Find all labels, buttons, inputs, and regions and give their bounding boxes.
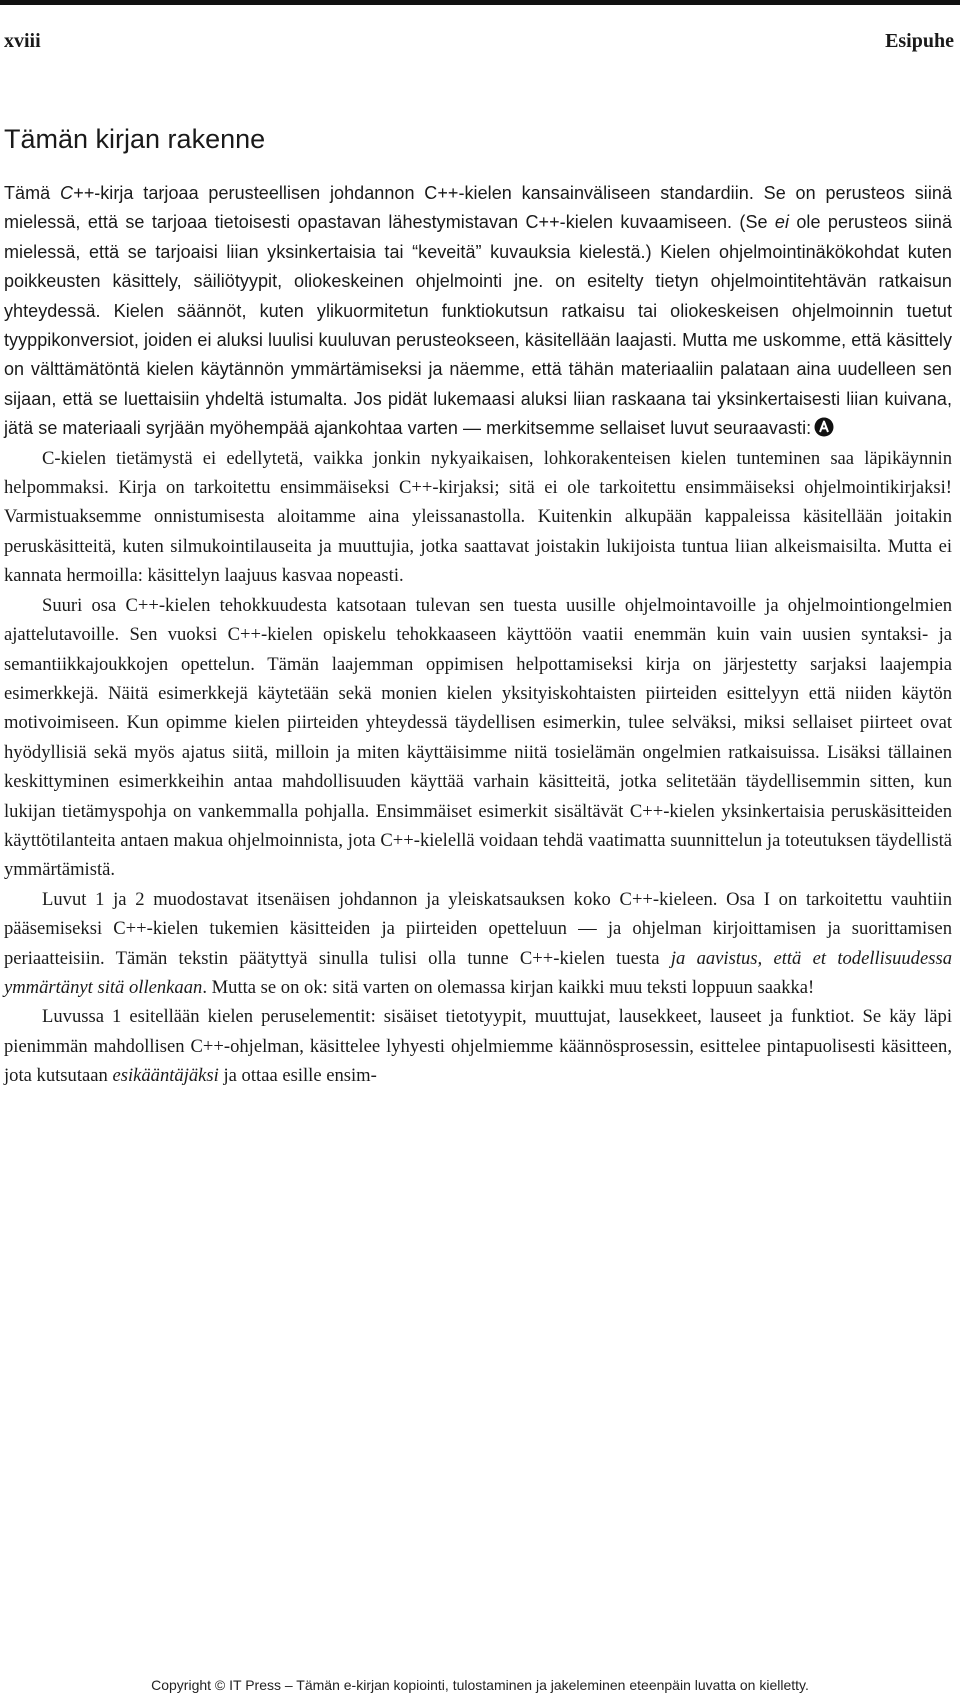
page-number: xviii <box>4 30 41 52</box>
paragraph-segment: Luvussa 1 esitellään kielen peruselementit: sisäiset tietotyypit, muuttujat, lausekkeet, lauseet ja funktiot. Se käy läpi pienimmän mahdollisen C++-ohjelman, käsittelee lyhyesti ohjelmiemme käännösprosessin, esittelee pintapuolisesti käsitteen, jota kutsutaan <box>4 1006 952 1087</box>
emphasis-term: esikääntäjäksi <box>112 1065 219 1087</box>
paragraph-chapters-1-2 <box>4 885 952 1003</box>
body-text <box>4 179 952 1091</box>
paragraph-chapter-1 <box>4 1002 952 1090</box>
paragraph-intro <box>4 179 952 444</box>
top-rule <box>0 0 960 5</box>
chapter-title: Esipuhe <box>885 30 954 52</box>
circled-a-marker-icon <box>814 417 834 437</box>
paragraph-segment: Tämä <box>4 183 60 203</box>
emphasis-word: ei <box>774 212 790 233</box>
paragraph-segment: ole perusteos siinä mielessä, että se tarjoaisi liian yksinkertaisia tai “keveitä” kuvauksia kielestä.) Kielen ohjelmointinäkökohdat kuten poikkeusten käsittely, säiliötyypit, oliokeskeinen ohjelmointi jne. on esitelty tietyn ohjelmointitehtävän ratkaisun yhteydessä. Kielen säännöt, kuten ylikuormitetun funktiokutsun ratkaisu tai oliokeskeisen ohjelmoinnin tuetut tyyppikonversiot, joiden ei aluksi luulisi kuuluvan perusteokseen, käsitellään laajasti. Mutta me uskomme, että käsittely on välttämätöntä kielen käytännön ymmärtämiseksi ja näemme, että tähän materiaaliin palataan aina uudelleen sen sijaan, että se luettaisiin yhdeltä istumalta. Jos pidät lukemaasi aluksi liian raskaana tai yksinkertaisesti liian kuivana, jätä se materiaali syrjään myöhempää ajankohtaa varten — merkitsemme sellaiset luvut seuraavasti: <box>4 212 952 439</box>
language-name: C++ <box>60 183 95 203</box>
section-title: Tämän kirjan rakenne <box>4 124 266 154</box>
paragraph-prerequisites: C-kielen tietämystä ei edellytetä, vaikka jonkin nykyaikaisen, lohkorakenteisen kielen tunteminen saa läpikäynnin helpommaksi. Kirja on tarkoitettu ensimmäiseksi C++-kirjaksi; sitä ei ole tarkoitettu ensimmäiseksi ohjelmointikirjaksi! Varmistuaksemme onnistumisesta aloitamme aina yleissanastolla. Kuitenkin alkupään kappaleissa käsitellään joitakin peruskäsitteitä, kuten silmukointilauseita ja muuttujia, jotka saattavat joistakin lukijoista tuntua liian alkeismaisilta. Mutta ei kannata hermoilla: käsittelyn laajuus kasvaa nopeasti. <box>4 447 952 587</box>
paragraph-segment: . Mutta se on ok: sitä varten on olemassa kirjan kaikki muu teksti loppuun saakka! <box>202 976 815 998</box>
emphasis-phrase: ja aavistus, että et todellisuudessa ymmärtänyt sitä ollenkaan <box>4 947 952 998</box>
copyright-footer: Copyright © IT Press – Tämän e-kirjan kopiointi, tulostaminen ja jakeleminen eteenpäin luvatta on kielletty. <box>151 1677 809 1693</box>
paragraph-segment: Luvut 1 ja 2 muodostavat itsenäisen johdannon ja yleiskatsauksen koko C++-kieleen. Osa I on tarkoitettu vauhtiin pääsemiseksi C++-kielen tukemien käsitteiden ja piirteiden opetteluun — ja ohjelman kirjoittamisen ja suorittamisen periaatteisiin. Tämän tekstin päätyttyä sinulla tulisi olla tunne C++-kielen tuesta <box>4 888 952 969</box>
paragraph-segment: ja ottaa esille ensim- <box>218 1065 377 1087</box>
running-head <box>4 30 954 53</box>
paragraph-segment: -kirja tarjoaa perusteellisen johdannon C++-kielen kansainväliseen standardiin. Se on perusteos siinä mielessä, että se tarjoaa tietoisesti opastavan lähestymistavan C++-kielen kuvaamiseen. (Se <box>4 183 953 233</box>
paragraph-examples: Suuri osa C++-kielen tehokkuudesta katsotaan tulevan sen tuesta uusille ohjelmointavoille ja ohjelmointiongelmien ajattelutavoille. Sen vuoksi C++-kielen opiskelu tehokkaaseen käyttöön vaatii enemmän kuin vain uusien syntaksi- ja semantiikkajoukkojen opettelun. Tämän laajemman oppimisen helpottamiseksi kirja on järjestetty sarjaksi laajempia esimerkkejä. Näitä esimerkkejä käytetään sekä monien kielen yksityiskohtaisten piirteiden esittelyyn että niiden käytön motivoimiseen. Kun opimme kielen piirteiden yhteydessä täydellisen esimerkin, tulee selväksi, miksi sellaiset piirteet ovat hyödyllisiä sekä myös ajatus siitä, milloin ja miten käyttäisimme niitä tosielämän ongelmien ratkaisuissa. Lisäksi tällainen keskittyminen esimerkkeihin antaa mahdollisuuden käyttää varhain käsitteitä, jotka selitetään täydellisemmin sitten, kun lukijan tietämyspohja on vankemmalla pohjalla. Ensimmäiset esimerkit sisältävät C++-kielen yksinkertaisia peruskäsitteiden käyttötilanteita antaen makua ohjelmoinnista, jota C++-kielellä voidaan tehdä vaatimatta suunnittelun ja toteutuksen täydellistä ymmärtämistä. <box>4 594 952 881</box>
